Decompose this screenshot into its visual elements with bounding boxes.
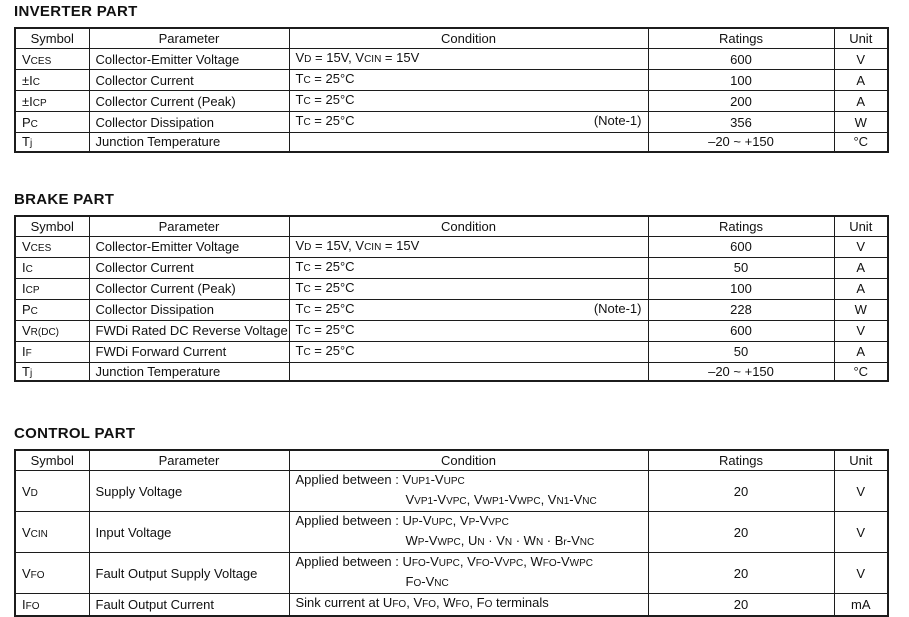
condition-cell xyxy=(289,299,648,320)
parameter-cell: FWDi Forward Current xyxy=(89,341,289,362)
parameter-cell: FWDi Rated DC Reverse Voltage xyxy=(89,320,289,341)
table-row xyxy=(15,278,888,299)
column-header-unit: Unit xyxy=(834,216,888,237)
subscript-text: FO xyxy=(475,558,490,569)
condition-note: (Note-1) xyxy=(593,113,642,128)
condition-cell xyxy=(289,553,648,594)
condition-line: (Note-1) TC = 25°C xyxy=(295,300,642,316)
column-header-parameter: Parameter xyxy=(89,28,289,49)
condition-cell xyxy=(289,278,648,299)
section-title-control: CONTROL PART xyxy=(14,425,136,442)
ratings-cell: –20 ~ +150 xyxy=(648,362,834,381)
subscript-text: C xyxy=(303,325,311,337)
symbol-cell: PC xyxy=(15,299,89,320)
parameter-cell: Input Voltage xyxy=(89,512,289,553)
parameter-cell: Supply Voltage xyxy=(89,471,289,512)
subscript-text: FO xyxy=(542,558,557,569)
subscript-text: O xyxy=(413,578,422,589)
parameter-cell: Collector Current (Peak) xyxy=(89,278,289,299)
unit-cell: V xyxy=(834,553,888,594)
condition-cell xyxy=(289,133,648,152)
subscript-text: FO xyxy=(30,569,45,581)
table-row xyxy=(15,594,888,616)
subscript-text: R(DC) xyxy=(30,327,59,338)
ratings-cell: 200 xyxy=(648,91,834,112)
parameter-cell: Fault Output Current xyxy=(89,594,289,616)
unit-cell: W xyxy=(834,112,888,133)
parameter-cell: Collector Current (Peak) xyxy=(89,91,289,112)
unit-cell: °C xyxy=(834,133,888,152)
unit-cell: W xyxy=(834,299,888,320)
parameter-cell: Collector Dissipation xyxy=(89,112,289,133)
parameter-cell: Collector Current xyxy=(89,257,289,278)
parameter-cell: Fault Output Supply Voltage xyxy=(89,553,289,594)
unit-cell: V xyxy=(834,512,888,553)
ratings-cell: 20 xyxy=(648,512,834,553)
subscript-text: VPC xyxy=(502,558,524,569)
table-row xyxy=(15,553,888,594)
unit-cell: A xyxy=(834,341,888,362)
subscript-text: N xyxy=(477,537,485,548)
column-header-unit: Unit xyxy=(834,28,888,49)
unit-cell: V xyxy=(834,320,888,341)
condition-cell xyxy=(289,257,648,278)
condition-line: Applied between : UFO-VUPC, VFO-VVPC, WFO-VWPC xyxy=(295,554,593,569)
ratings-cell: 600 xyxy=(648,49,834,70)
subscript-text: WP1 xyxy=(482,496,505,507)
symbol-cell: ±IC xyxy=(15,70,89,91)
subscript-text: C xyxy=(32,76,40,88)
table-row xyxy=(15,70,888,91)
condition-cell xyxy=(289,320,648,341)
table-row xyxy=(15,91,888,112)
unit-cell: V xyxy=(834,471,888,512)
symbol-cell: VCES xyxy=(15,49,89,70)
condition-cell xyxy=(289,512,648,553)
ratings-cell: 20 xyxy=(648,553,834,594)
symbol-cell: ICP xyxy=(15,278,89,299)
parameter-cell: Collector-Emitter Voltage xyxy=(89,49,289,70)
subscript-text: CIN xyxy=(30,528,48,540)
unit-cell: A xyxy=(834,91,888,112)
unit-cell: A xyxy=(834,70,888,91)
parameter-cell: Collector Current xyxy=(89,70,289,91)
subscript-text: r xyxy=(563,537,567,548)
symbol-cell: VCIN xyxy=(15,512,89,553)
column-header-symbol: Symbol xyxy=(15,450,89,471)
symbol-cell: VD xyxy=(15,471,89,512)
inverter-ratings-table xyxy=(14,27,889,153)
ratings-cell: 20 xyxy=(648,471,834,512)
condition-note: (Note-1) xyxy=(593,300,642,316)
condition-line: TC = 25°C xyxy=(295,258,355,274)
condition-line: Sink current at UFO, VFO, WFO, FO terminals xyxy=(295,595,549,611)
column-header-condition: Condition xyxy=(289,216,648,237)
subscript-text: C xyxy=(303,117,311,128)
subscript-text: WPC xyxy=(517,496,541,507)
symbol-cell: PC xyxy=(15,112,89,133)
control-ratings-table xyxy=(14,449,889,617)
condition-line: VD = 15V, VCIN = 15V xyxy=(295,237,420,253)
symbol-cell: VCES xyxy=(15,236,89,257)
subscript-text: N1 xyxy=(556,496,570,507)
condition-cell xyxy=(289,236,648,257)
subscript-text: j xyxy=(29,367,33,379)
ratings-cell: 20 xyxy=(648,594,834,616)
subscript-text: WPC xyxy=(569,558,593,569)
subscript-text: D xyxy=(304,241,312,253)
condition-cell xyxy=(289,341,648,362)
unit-cell: V xyxy=(834,236,888,257)
header-row xyxy=(15,28,888,49)
subscript-text: CP xyxy=(32,97,47,109)
column-header-unit: Unit xyxy=(834,450,888,471)
table-row xyxy=(15,133,888,152)
ratings-cell: 356 xyxy=(648,112,834,133)
section-control-part xyxy=(14,425,895,617)
table-row xyxy=(15,112,888,133)
subscript-text: CIN xyxy=(364,241,382,253)
subscript-text: UPC xyxy=(431,517,453,528)
subscript-text: C xyxy=(30,118,38,130)
subscript-text: FO xyxy=(411,558,426,569)
unit-cell: V xyxy=(834,49,888,70)
condition-cell xyxy=(289,70,648,91)
condition-cell xyxy=(289,91,648,112)
subscript-text: UPC xyxy=(438,558,460,569)
ratings-cell: 600 xyxy=(648,320,834,341)
table-row xyxy=(15,257,888,278)
column-header-condition: Condition xyxy=(289,28,648,49)
section-title-brake: BRAKE PART xyxy=(14,190,115,208)
table-row xyxy=(15,236,888,257)
condition-line: TC = 25°C xyxy=(295,92,355,107)
subscript-text: P xyxy=(417,537,425,548)
subscript-text: D xyxy=(30,487,38,499)
condition-line: Applied between : UP-VUPC, VP-VVPC xyxy=(295,513,509,528)
header-row xyxy=(15,450,888,471)
subscript-text: P xyxy=(411,517,419,528)
column-header-symbol: Symbol xyxy=(15,216,89,237)
column-header-symbol: Symbol xyxy=(15,28,89,49)
subscript-text: O xyxy=(484,599,493,611)
subscript-text: D xyxy=(304,54,312,65)
symbol-cell: VR(DC) xyxy=(15,320,89,341)
subscript-text: NC xyxy=(434,578,449,589)
table-row xyxy=(15,320,888,341)
ratings-cell: 100 xyxy=(648,278,834,299)
column-header-parameter: Parameter xyxy=(89,450,289,471)
condition-line: TC = 25°C xyxy=(295,71,355,86)
subscript-text: VP1 xyxy=(414,496,434,507)
symbol-cell: IF xyxy=(15,341,89,362)
subscript-text: C xyxy=(303,96,311,107)
condition-line: VVP1-VVPC, VWP1-VWPC, VN1-VNC xyxy=(405,492,597,507)
header-row xyxy=(15,216,888,237)
condition-cell xyxy=(289,362,648,381)
subscript-text: UP1 xyxy=(411,476,431,487)
symbol-cell: VFO xyxy=(15,553,89,594)
subscript-text: F xyxy=(25,348,32,359)
subscript-text: P xyxy=(468,517,476,528)
subscript-text: C xyxy=(25,264,33,275)
subscript-text: j xyxy=(29,138,33,150)
parameter-cell: Collector-Emitter Voltage xyxy=(89,236,289,257)
condition-line: VD = 15V, VCIN = 15V xyxy=(295,50,420,65)
table-row xyxy=(15,512,888,553)
condition-line: (Note-1) TC = 25°C xyxy=(295,113,642,128)
brake-ratings-table xyxy=(14,215,889,383)
ratings-cell: 50 xyxy=(648,257,834,278)
condition-cell xyxy=(289,112,648,133)
subscript-text: C xyxy=(30,306,38,317)
subscript-text: C xyxy=(303,283,311,295)
subscript-text: NC xyxy=(579,537,595,548)
subscript-text: C xyxy=(303,262,311,274)
table-row xyxy=(15,49,888,70)
column-header-condition: Condition xyxy=(289,450,648,471)
subscript-text: NC xyxy=(582,496,597,507)
table-row xyxy=(15,471,888,512)
symbol-cell: IC xyxy=(15,257,89,278)
section-inverter-part xyxy=(14,0,895,153)
condition-cell xyxy=(289,594,648,616)
unit-cell: A xyxy=(834,257,888,278)
symbol-cell: IFO xyxy=(15,594,89,616)
parameter-cell: Junction Temperature xyxy=(89,133,289,152)
subscript-text: FO xyxy=(455,599,470,611)
column-header-ratings: Ratings xyxy=(648,450,834,471)
subscript-text: VPC xyxy=(446,496,467,507)
subscript-text: CES xyxy=(30,55,52,67)
symbol-cell: Tj xyxy=(15,362,89,381)
section-title-inverter: INVERTER PART xyxy=(14,3,138,20)
subscript-text: C xyxy=(303,75,311,86)
ratings-cell: 600 xyxy=(648,236,834,257)
subscript-text: CIN xyxy=(364,54,382,65)
subscript-text: C xyxy=(303,304,311,316)
symbol-cell: ±ICP xyxy=(15,91,89,112)
condition-line: TC = 25°C xyxy=(295,279,355,295)
column-header-parameter: Parameter xyxy=(89,216,289,237)
condition-line: Applied between : VUP1-VUPC xyxy=(295,472,465,487)
table-row xyxy=(15,362,888,381)
condition-line: FO-VNC xyxy=(405,574,449,589)
symbol-cell: Tj xyxy=(15,133,89,152)
ratings-cell: 100 xyxy=(648,70,834,91)
subscript-text: CES xyxy=(30,243,52,254)
subscript-text: C xyxy=(303,346,311,358)
table-row xyxy=(15,299,888,320)
ratings-cell: 50 xyxy=(648,341,834,362)
subscript-text: CP xyxy=(25,285,40,296)
condition-line: TC = 25°C xyxy=(295,342,355,358)
column-header-ratings: Ratings xyxy=(648,28,834,49)
unit-cell: °C xyxy=(834,362,888,381)
unit-cell: A xyxy=(834,278,888,299)
subscript-text: UPC xyxy=(443,476,465,487)
subscript-text: FO xyxy=(392,599,407,611)
subscript-text: FO xyxy=(422,599,437,611)
section-brake-part xyxy=(14,191,895,383)
condition-line: WP-VWPC, UN · VN · WN · Br-VNC xyxy=(405,533,595,548)
subscript-text: N xyxy=(504,537,513,548)
subscript-text: N xyxy=(535,537,544,548)
subscript-text: WPC xyxy=(437,537,461,548)
column-header-ratings: Ratings xyxy=(648,216,834,237)
subscript-text: FO xyxy=(25,600,40,612)
parameter-cell: Junction Temperature xyxy=(89,362,289,381)
condition-cell xyxy=(289,471,648,512)
condition-line: TC = 25°C xyxy=(295,321,355,337)
ratings-cell: –20 ~ +150 xyxy=(648,133,834,152)
table-row xyxy=(15,341,888,362)
unit-cell: mA xyxy=(834,594,888,616)
condition-cell xyxy=(289,49,648,70)
subscript-text: VPC xyxy=(488,517,509,528)
parameter-cell: Collector Dissipation xyxy=(89,299,289,320)
ratings-cell: 228 xyxy=(648,299,834,320)
